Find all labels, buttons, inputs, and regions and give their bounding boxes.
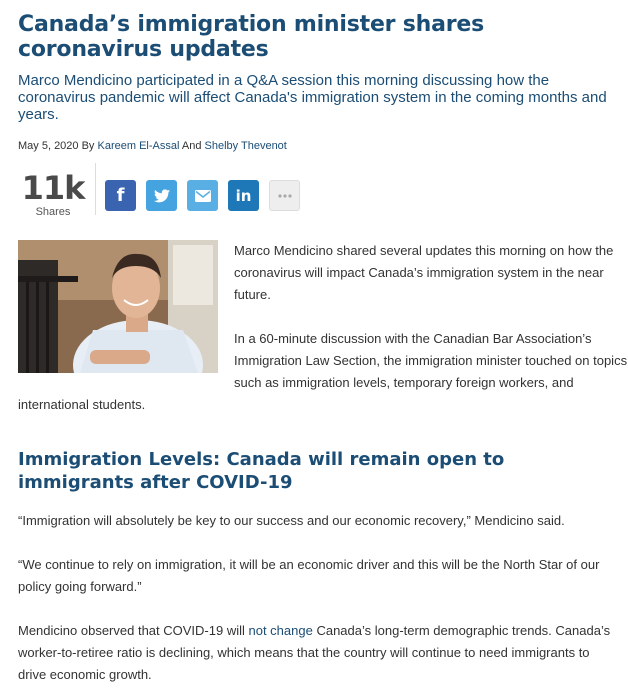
linkedin-icon: in [235,186,252,205]
share-count: 11k [21,169,85,207]
minister-photo [18,240,218,380]
article-intro [18,240,628,416]
article-title: Canada’s immigration minister shares coronavirus updates [18,12,485,62]
quote-1: “Immigration will absolutely be key to our success and our economic recovery,” Mendicino said. [18,513,565,528]
article-date: May 5, 2020 By [18,140,98,152]
intro-paragraph-2: In a 60-minute discussion with the Canadian Bar Association’s Immigration Law Section, the immigration minister touched on topics such as immigration levels, temporary foreign workers, and international students. [18,331,628,412]
email-icon [195,190,211,202]
twitter-share-button[interactable] [146,180,177,211]
email-share-button[interactable] [187,180,218,211]
intro-paragraph-1: Marco Mendicino shared several updates this morning on how the coronavirus will impact Canada’s immigration system in the near future. [234,243,614,302]
share-counter [18,170,88,218]
paragraph-3-end: Canada’s long-term demographic trends. Canada’s worker-to-retiree ratio is declining, which means that the country will continue to need immigrants to drive economic growth. [18,623,611,682]
share-divider [95,163,96,215]
paragraph-3-start: Mendicino observed that COVID-19 will [18,623,249,638]
section-body [18,510,618,699]
author-link-2[interactable]: Shelby Thevenot [204,140,287,152]
twitter-icon [154,189,170,203]
section-heading: Immigration Levels: Canada will remain open to immigrants after COVID-19 [18,449,505,493]
not-change-link[interactable]: not change [248,623,313,638]
minister-photo-image [18,240,218,373]
linkedin-share-button[interactable] [228,180,259,211]
facebook-icon: f [116,185,125,206]
article-byline [18,140,287,152]
more-icon [278,194,292,198]
author-link-1[interactable]: Kareem El-Assal [97,140,180,152]
paragraph-3 [18,620,618,686]
share-label: Shares [35,206,71,218]
more-share-button[interactable] [269,180,300,211]
article-subtitle: Marco Mendicino participated in a Q&A session this morning discussing how the coronavirus pandemic will affect Canada's immigration system in the coming months and years. [18,72,607,123]
facebook-share-button[interactable] [105,180,136,211]
author-joiner: And [179,140,205,152]
quote-2: “We continue to rely on immigration, it will be an economic driver and this will be the North Star of our policy going forward.” [18,557,600,594]
